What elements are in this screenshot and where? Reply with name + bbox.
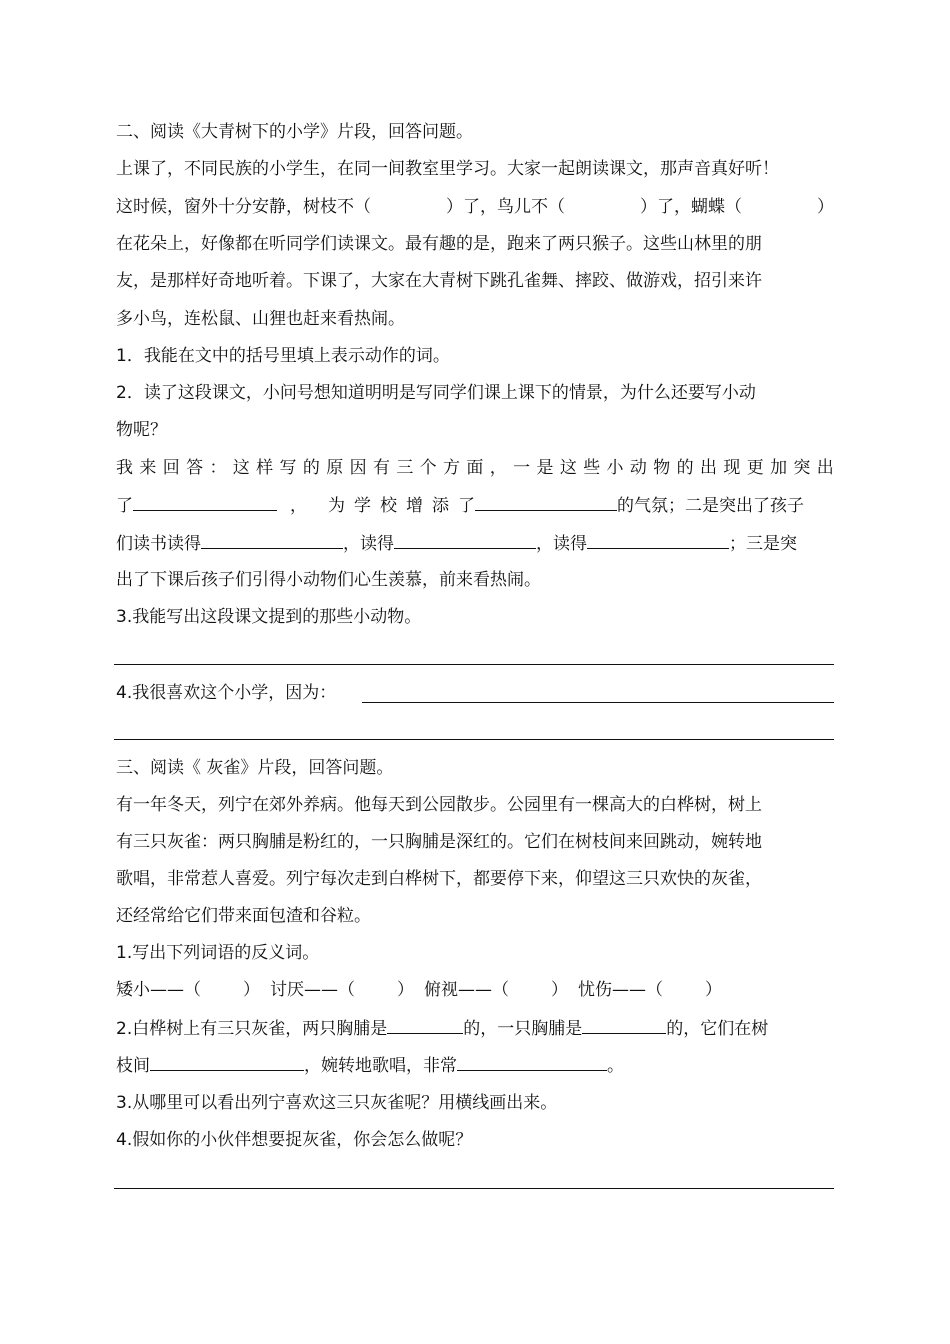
answer-char: ： [209, 458, 227, 478]
answer-rule[interactable] [114, 739, 834, 740]
passage-text-segment: ） [817, 197, 834, 217]
question-text: 2.白桦树上有三只灰雀，两只胸脯是 [116, 1019, 388, 1039]
answer-char: 出 [816, 458, 834, 478]
section3-title: 三、阅读《 灰雀》片段，回答问题。 [116, 758, 394, 778]
section3-question-2-line-2 [116, 1054, 624, 1077]
question-text: ，婉转地歌唱，非常 [304, 1056, 457, 1076]
answer-char: 的 [676, 458, 694, 478]
section2-passage-line-4: 友，是那样好奇地听着。下课了，大家在大青树下跳孔雀舞、摔跤、做游戏，招引来许 [116, 271, 762, 291]
fill-blank[interactable] [582, 1017, 666, 1034]
question-text: 枝间 [116, 1056, 150, 1076]
section3-question-2-line-1 [116, 1017, 768, 1040]
fill-blank[interactable] [457, 1054, 607, 1071]
antonym-close: ） [705, 980, 722, 1000]
answer-text: ， [290, 496, 307, 516]
answer-text: ，读得 [343, 534, 394, 554]
answer-char: 个 [419, 458, 437, 478]
antonym-prompt: 矮小——（ [116, 980, 201, 1000]
answer-char: 回 [162, 458, 180, 478]
answer-char: 现 [723, 458, 741, 478]
question-text: 。 [607, 1056, 624, 1076]
answer-rule[interactable] [114, 664, 834, 665]
section2-passage-line-3: 在花朵上，好像都在听同学们读课文。最有趣的是，跑来了两只猴子。这些山林里的朋 [116, 234, 762, 254]
section2-question-2-line-1: 2．读了这段课文，小问号想知道明明是写同学们课上课下的情景，为什么还要写小动 [116, 383, 756, 403]
answer-char: 突 [793, 458, 811, 478]
answer-char: 我 [116, 458, 133, 478]
section2-title: 二、阅读《大青树下的小学》片段，回答问题。 [116, 122, 473, 142]
section3-passage-line-4: 还经常给它们带来面包渣和谷粒。 [116, 906, 371, 926]
antonym-prompt: 俯视——（ [424, 980, 509, 1000]
answer-char: 来 [139, 458, 157, 478]
answer-char: 答 [186, 458, 204, 478]
answer-char: 因 [349, 458, 367, 478]
antonym-row [116, 979, 722, 1001]
answer-text: 添 [432, 496, 449, 516]
answer-char: 一 [513, 458, 531, 478]
passage-text-segment: ）了，蝴蝶（ [640, 197, 742, 217]
answer-char: 物 [653, 458, 671, 478]
answer-char: 三 [396, 458, 414, 478]
answer-char: 的 [302, 458, 320, 478]
answer-rule[interactable] [114, 1188, 834, 1189]
section2-question-1: 1．我能在文中的括号里填上表示动作的词。 [116, 346, 450, 366]
antonym-close: ） [397, 980, 414, 1000]
answer-line-3 [116, 532, 797, 555]
answer-char: 有 [372, 458, 390, 478]
section2-question-4: 4.我很喜欢这个小学，因为： [116, 683, 337, 703]
answer-char: 这 [232, 458, 250, 478]
antonym-prompt: 忧伤——（ [578, 980, 663, 1000]
answer-char: 面 [466, 458, 484, 478]
section3-question-3: 3.从哪里可以看出列宁喜欢这三只灰雀呢？用横线画出来。 [116, 1093, 558, 1113]
answer-text: 了 [116, 496, 133, 516]
fill-blank[interactable] [387, 1017, 463, 1034]
answer-line-4: 出了下课后孩子们引得小动物们心生羡慕，前来看热闹。 [116, 570, 541, 590]
answer-char: 出 [699, 458, 717, 478]
passage-text-segment: 这时候，窗外十分安静，树枝不（ [116, 197, 371, 217]
section2-passage-line-2 [116, 196, 834, 218]
section3-question-4: 4.假如你的小伙伴想要捉灰雀，你会怎么做呢？ [116, 1130, 473, 1150]
answer-char: 方 [443, 458, 461, 478]
fill-blank[interactable] [201, 532, 343, 549]
answer-char: 更 [746, 458, 764, 478]
answer-char: 动 [629, 458, 647, 478]
antonym-close: ） [243, 980, 260, 1000]
fill-blank[interactable] [475, 494, 617, 511]
passage-text-segment: ）了，鸟儿不（ [446, 197, 565, 217]
answer-text: 了 [458, 496, 475, 516]
section2-passage-line-5: 多小鸟，连松鼠、山狸也赶来看热闹。 [116, 309, 405, 329]
fill-blank[interactable] [133, 494, 277, 511]
answer-line-1 [116, 457, 834, 479]
answer-text: 们读书读得 [116, 534, 201, 554]
answer-char: 些 [583, 458, 601, 478]
section3-passage-line-1: 有一年冬天，列宁在郊外养病。他每天到公园散步。公园里有一棵高大的白桦树，树上 [116, 795, 762, 815]
section2-question-3: 3.我能写出这段课文提到的那些小动物。 [116, 607, 422, 627]
answer-text: 的气氛；二是突出了孩子 [617, 496, 804, 516]
answer-char: 写 [279, 458, 297, 478]
question-text: 的，它们在树 [666, 1019, 769, 1039]
fill-blank[interactable] [150, 1054, 304, 1071]
fill-blank[interactable] [394, 532, 536, 549]
answer-char: 这 [559, 458, 577, 478]
answer-text: ；三是突 [729, 534, 797, 554]
question-text: 的，一只胸脯是 [463, 1019, 583, 1039]
answer-text: 为 [328, 496, 345, 516]
answer-char: 是 [536, 458, 554, 478]
answer-char: 小 [606, 458, 624, 478]
answer-char: ， [489, 458, 507, 478]
answer-rule[interactable] [362, 702, 834, 703]
answer-char: 加 [770, 458, 788, 478]
section3-question-1: 1.写出下列词语的反义词。 [116, 943, 320, 963]
answer-text: 增 [406, 496, 423, 516]
answer-text: 学 [354, 496, 371, 516]
answer-text: ，读得 [536, 534, 587, 554]
antonym-close: ） [551, 980, 568, 1000]
answer-char: 样 [256, 458, 274, 478]
fill-blank[interactable] [587, 532, 729, 549]
answer-char: 原 [326, 458, 344, 478]
section3-passage-line-3: 歌唱，非常惹人喜爱。列宁每次走到白桦树下，都要停下来，仰望这三只欢快的灰雀， [116, 869, 762, 889]
section2-passage-line-1: 上课了，不同民族的小学生，在同一间教室里学习。大家一起朗读课文，那声音真好听！ [116, 159, 779, 179]
antonym-prompt: 讨厌——（ [270, 980, 355, 1000]
section2-question-2-line-2: 物呢？ [116, 420, 167, 440]
answer-text: 校 [380, 496, 397, 516]
answer-line-2 [116, 494, 834, 517]
section3-passage-line-2: 有三只灰雀：两只胸脯是粉红的，一只胸脯是深红的。它们在树枝间来回跳动，婉转地 [116, 832, 762, 852]
